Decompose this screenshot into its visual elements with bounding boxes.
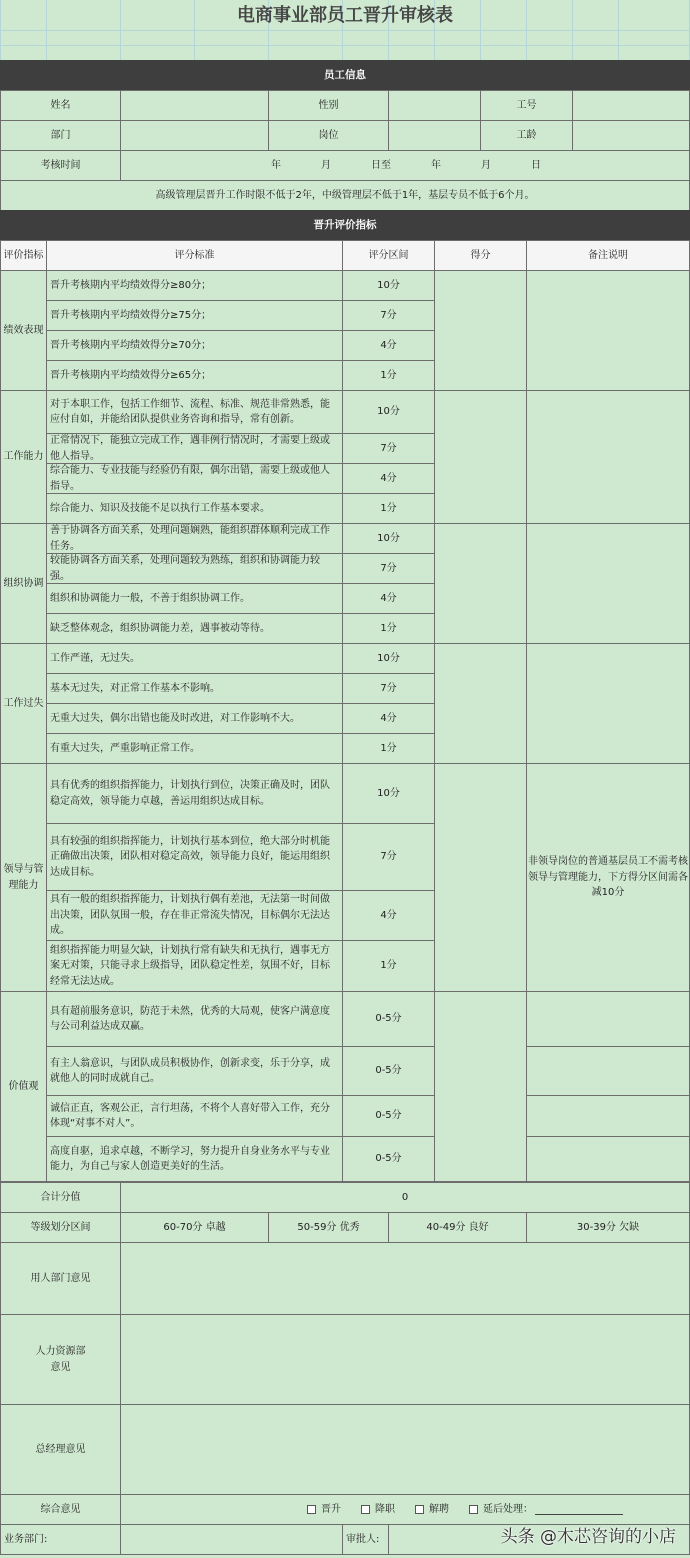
overall-options-row: [177, 1502, 633, 1518]
category-4: [0, 643, 47, 764]
score-input-4[interactable]: [434, 643, 527, 764]
remark-cell[interactable]: [526, 991, 690, 1047]
criteria-text: [46, 523, 343, 554]
grade-range-1: [120, 1212, 269, 1243]
gender-field[interactable]: [388, 90, 481, 121]
criteria-range-text: 0-5分: [375, 1110, 402, 1122]
criteria-text: [46, 643, 343, 674]
gm-opinion-label: [0, 1404, 121, 1495]
criteria-range: [342, 583, 435, 614]
grade-label: [0, 1212, 121, 1243]
grade-range-4: [526, 1212, 690, 1243]
criteria-range-text: 0-5分: [375, 1013, 402, 1025]
criteria-text: [46, 583, 343, 614]
gm-opinion-label-text: 总经理意见: [35, 1443, 86, 1455]
checkbox[interactable]: [307, 1505, 316, 1514]
dept-opinion-field[interactable]: [120, 1242, 690, 1315]
total-value: [120, 1182, 690, 1213]
criteria-range-text: 7分: [380, 309, 397, 321]
criteria-text: [46, 300, 343, 331]
criteria-range-text: 4分: [380, 472, 397, 484]
criteria-range: [342, 890, 435, 941]
criteria-text: [46, 890, 343, 941]
criteria-range: [342, 733, 435, 764]
checkbox[interactable]: [415, 1505, 424, 1514]
criteria-range-text: 4分: [380, 712, 397, 724]
overall-options: [120, 1494, 690, 1525]
header-standard: [46, 240, 343, 271]
criteria-text-text: 缺乏整体观念，组织协调能力差，遇事被动等待。: [50, 622, 270, 634]
hr-opinion-text: [1, 1344, 120, 1375]
gm-opinion-field[interactable]: [120, 1404, 690, 1495]
period-label-text: 考核时间: [40, 159, 81, 171]
criteria-text: [46, 270, 343, 301]
header-range: [342, 240, 435, 271]
dept-opinion-label-text: 用人部门意见: [30, 1272, 91, 1284]
criteria-text-text: 晋升考核期内平均绩效得分≥65分；: [50, 369, 212, 381]
dept-label-text: 部门: [50, 129, 71, 141]
grade-range-2: [268, 1212, 389, 1243]
criteria-range: [342, 643, 435, 674]
criteria-text-text: 晋升考核期内平均绩效得分≥75分；: [50, 309, 212, 321]
criteria-range-text: 10分: [377, 787, 400, 799]
postpone-blank[interactable]: [535, 1504, 623, 1515]
criteria-text-text: 无重大过失，偶尔出错也能及时改进，对工作影响不大。: [50, 712, 300, 724]
criteria-text: [46, 703, 343, 734]
criteria-text: [46, 763, 343, 824]
criteria-text-text: 高度自驱，追求卓越，不断学习，努力提升自身业务水平与专业能力，为自己与家人创造更美好的生活。: [50, 1145, 330, 1172]
criteria-text: [46, 553, 343, 584]
criteria-text-text: 组织和协调能力一般，不善于组织协调工作。: [50, 592, 250, 604]
criteria-text-text: 综合能力、知识及技能不足以执行工作基本要求。: [50, 502, 270, 514]
criteria-range: [342, 673, 435, 704]
criteria-text-text: 工作严谨，无过失。: [50, 652, 140, 664]
seniority-field[interactable]: [572, 120, 690, 151]
criteria-range: [342, 991, 435, 1047]
criteria-range: [342, 330, 435, 361]
gridline: [0, 45, 690, 46]
criteria-text: [46, 330, 343, 361]
employee-id-field[interactable]: [572, 90, 690, 121]
period-part: 月: [481, 160, 491, 171]
dept-field[interactable]: [120, 120, 269, 151]
category-3: [0, 523, 47, 644]
footer-reviewer-label: [342, 1524, 389, 1555]
header-standard-text: 评分标准: [174, 249, 215, 261]
criteria-range: [342, 270, 435, 301]
grade-range-1-text: 60-70分 卓越: [163, 1221, 226, 1233]
criteria-text-text: 基本无过失，对正常工作基本不影响。: [50, 682, 220, 694]
category-1-text: 绩效表现: [3, 324, 44, 336]
criteria-text-text: 组织指挥能力明显欠缺，计划执行常有缺失和无执行，遇事无方案无对策，只能寻求上级指导，团队稳定性差，氛围不好，目标经常无法达成。: [50, 944, 330, 987]
section-promotion-index: 晋升评价指标: [0, 210, 690, 240]
dept-opinion-label: [0, 1242, 121, 1315]
category-4-text: 工作过失: [3, 697, 44, 709]
name-field[interactable]: [120, 90, 269, 121]
page-title: 电商事业部员工晋升审核表: [237, 5, 453, 26]
criteria-text-text: 综合能力、专业技能与经验仍有限，偶尔出错，需要上级或他人指导。: [50, 465, 330, 492]
period-part: 日至: [371, 160, 391, 171]
remark-cell[interactable]: [526, 270, 690, 391]
checkbox[interactable]: [361, 1505, 370, 1514]
footer-dept-label-text: 业务部门:: [4, 1533, 48, 1545]
criteria-range: [342, 1136, 435, 1182]
criteria-text: [46, 733, 343, 764]
category-1: [0, 270, 47, 391]
remark-cell[interactable]: [526, 643, 690, 764]
criteria-range: [342, 613, 435, 644]
criteria-text-text: 有主人翁意识，与团队成员积极协作，创新求变，乐于分享，成就他人的同时成就自己。: [50, 1057, 330, 1084]
criteria-text-text: 较能协调各方面关系，处理问题较为熟练，组织和协调能力较强。: [50, 555, 320, 582]
criteria-text: [46, 360, 343, 391]
category-6: [0, 991, 47, 1182]
grade-label-text: 等级划分区间: [30, 1221, 91, 1233]
criteria-range: [342, 703, 435, 734]
criteria-range: [342, 523, 435, 554]
criteria-text: [46, 463, 343, 494]
remark-cell[interactable]: [526, 390, 690, 524]
header-range-text: 评分区间: [368, 249, 409, 261]
header-remark: [526, 240, 690, 271]
overall-label: [0, 1494, 121, 1525]
overall-option-label: 解聘: [429, 1503, 449, 1515]
criteria-range: [342, 940, 435, 992]
criteria-range-text: 4分: [380, 339, 397, 351]
category-3-text: 组织协调: [3, 577, 44, 589]
criteria-text-text: 晋升考核期内平均绩效得分≥70分；: [50, 339, 212, 351]
overall-option-1[interactable]: [307, 1502, 341, 1518]
post-label-text: 岗位: [318, 129, 339, 141]
criteria-text-text: 晋升考核期内平均绩效得分≥80分；: [50, 279, 212, 291]
total-label: [0, 1182, 121, 1213]
period-part: 月: [321, 160, 331, 171]
section-employee-info: 员工信息: [0, 60, 690, 90]
criteria-text: [46, 673, 343, 704]
criteria-text-text: 具有优秀的组织指挥能力，计划执行到位，决策正确及时，团队稳定高效，领导能力卓越，善运用组织达成目标。: [50, 780, 330, 807]
criteria-range-text: 1分: [380, 742, 397, 754]
criteria-range: [342, 390, 435, 434]
criteria-range: [342, 823, 435, 891]
tenure-note: [0, 180, 690, 211]
criteria-range-text: 0-5分: [375, 1153, 402, 1165]
checkbox[interactable]: [469, 1505, 478, 1514]
gridline: [0, 30, 690, 31]
overall-option-label: 延后处理：: [483, 1503, 533, 1515]
header-index: [0, 240, 47, 271]
overall-option-4[interactable]: [469, 1502, 623, 1518]
criteria-range-text: 1分: [380, 502, 397, 514]
overall-option-label: 降职: [375, 1503, 395, 1515]
leadership-remark-text: 非领导岗位的普通基层员工不需考核领导与管理能力，下方得分区间需各减10分: [528, 856, 688, 899]
leadership-remark: [526, 763, 690, 992]
grade-range-2-text: 50-59分 优秀: [297, 1221, 360, 1233]
criteria-range: [342, 1095, 435, 1137]
header-score: [434, 240, 527, 271]
criteria-range-text: 1分: [380, 622, 397, 634]
criteria-range-text: 10分: [377, 652, 400, 664]
seniority-label-text: 工龄: [516, 129, 537, 141]
criteria-range-text: 1分: [380, 960, 397, 972]
criteria-text-text: 正常情况下，能独立完成工作，遇非例行情况时，才需要上级或他人指导。: [50, 435, 330, 462]
header-score-text: 得分: [470, 249, 491, 261]
criteria-range: [342, 763, 435, 824]
criteria-text: [46, 991, 343, 1047]
criteria-range-text: 0-5分: [375, 1065, 402, 1077]
criteria-text: [46, 1046, 343, 1096]
remark-cell[interactable]: [526, 1095, 690, 1137]
name-label-text: 姓名: [50, 99, 71, 111]
criteria-text-text: 具有较强的组织指挥能力，计划执行基本到位，绝大部分时机能正确做出决策，团队相对稳定高效，领导能力良好，能运用组织达成目标。: [50, 835, 330, 878]
total-label-text: 合计分值: [40, 1191, 81, 1203]
criteria-text: [46, 390, 343, 434]
tenure-note-text: 高级管理层晋升工作时限不低于2年，中级管理层不低于1年，基层专员不低于6个月。: [155, 189, 535, 201]
criteria-range: [342, 553, 435, 584]
footer-dept-label: [0, 1524, 121, 1555]
criteria-range-text: 7分: [380, 562, 397, 574]
criteria-text: [46, 1095, 343, 1137]
category-6-text: 价值观: [8, 1080, 39, 1092]
criteria-text-text: 诚信正直，客观公正，言行坦荡，不将个人喜好带入工作，充分体现“对事不对人”。: [50, 1102, 330, 1129]
criteria-text-text: 具有超前服务意识，防范于未然，优秀的大局观，使客户满意度与公司利益达成双赢。: [50, 1005, 330, 1032]
seniority-label: [480, 120, 573, 151]
overall-label-text: 综合意见: [40, 1503, 81, 1515]
criteria-range-text: 10分: [377, 406, 400, 418]
criteria-text: [46, 940, 343, 992]
overall-option-2[interactable]: [361, 1502, 395, 1518]
criteria-range: [342, 300, 435, 331]
hr-opinion-line: 人力资源部: [35, 1346, 86, 1357]
footer-dept-field[interactable]: [120, 1524, 343, 1555]
grade-range-3-text: 40-49分 良好: [426, 1221, 489, 1233]
score-input-6[interactable]: [434, 991, 527, 1182]
criteria-text: [46, 493, 343, 524]
criteria-text-text: 具有一般的组织指挥能力，计划执行偶有差池，无法第一时间做出决策，团队氛围一般，存在非正常流失情况，目标偶尔无法达成。: [50, 894, 330, 937]
criteria-range-text: 10分: [377, 532, 400, 544]
criteria-text: [46, 1136, 343, 1182]
criteria-range-text: 4分: [380, 909, 397, 921]
grade-range-3: [388, 1212, 527, 1243]
dept-label: [0, 120, 121, 151]
hr-opinion-line: 意见: [50, 1361, 71, 1373]
period-part: 日: [531, 160, 541, 171]
period-label: [0, 150, 121, 181]
criteria-range: [342, 360, 435, 391]
gender-label-text: 性别: [318, 99, 339, 111]
criteria-range-text: 7分: [380, 851, 397, 863]
hr-opinion-field[interactable]: [120, 1314, 690, 1405]
criteria-text-text: 有重大过失，严重影响正常工作。: [50, 742, 200, 754]
criteria-text-text: 善于协调各方面关系，处理问题娴熟，能组织群体顺利完成工作任务。: [50, 525, 330, 552]
criteria-text: [46, 433, 343, 464]
criteria-range-text: 7分: [380, 442, 397, 454]
header-remark-text: 备注说明: [588, 249, 628, 261]
criteria-range: [342, 493, 435, 524]
name-label: [0, 90, 121, 121]
criteria-range-text: 4分: [380, 592, 397, 604]
header-index-text: 评价指标: [3, 249, 44, 261]
overall-option-3[interactable]: [415, 1502, 449, 1518]
gender-label: [268, 90, 389, 121]
category-5-text: 领导与管理能力: [3, 864, 44, 891]
employee-id-label: [480, 90, 573, 121]
hr-opinion-label: [0, 1314, 121, 1405]
watermark: 头条 @木芯咨询的小店: [500, 1527, 676, 1547]
remark-cell[interactable]: [526, 1046, 690, 1096]
score-input-1[interactable]: [434, 270, 527, 391]
criteria-range: [342, 433, 435, 464]
score-input-2[interactable]: [434, 390, 527, 524]
criteria-range-text: 7分: [380, 682, 397, 694]
period-field[interactable]: [120, 150, 690, 181]
remark-cell[interactable]: [526, 523, 690, 644]
score-input-5[interactable]: [434, 763, 527, 992]
period-part: 年: [431, 160, 441, 171]
overall-option-label: 晋升: [321, 1503, 341, 1515]
grade-range-4-text: 30-39分 欠缺: [576, 1221, 640, 1233]
criteria-range: [342, 463, 435, 494]
category-2: [0, 390, 47, 524]
period-part: 年: [271, 160, 281, 171]
criteria-text: [46, 613, 343, 644]
post-label: [268, 120, 389, 151]
category-5: [0, 763, 47, 992]
criteria-range: [342, 1046, 435, 1096]
category-2-text: 工作能力: [3, 451, 44, 463]
remark-cell[interactable]: [526, 1136, 690, 1182]
criteria-range-text: 1分: [380, 369, 397, 381]
total-value-text: 0: [401, 1191, 409, 1203]
footer-reviewer-label-text: 审批人:: [346, 1533, 380, 1545]
criteria-text-text: 对于本职工作，包括工作细节、流程、标准、规范非常熟悉，能应付自如，并能给团队提供业务咨询和指导，常有创新。: [50, 398, 330, 425]
score-input-3[interactable]: [434, 523, 527, 644]
post-field[interactable]: [388, 120, 481, 151]
criteria-text: [46, 823, 343, 891]
employee-id-label-text: 工号: [516, 99, 537, 111]
criteria-range-text: 10分: [377, 279, 400, 291]
